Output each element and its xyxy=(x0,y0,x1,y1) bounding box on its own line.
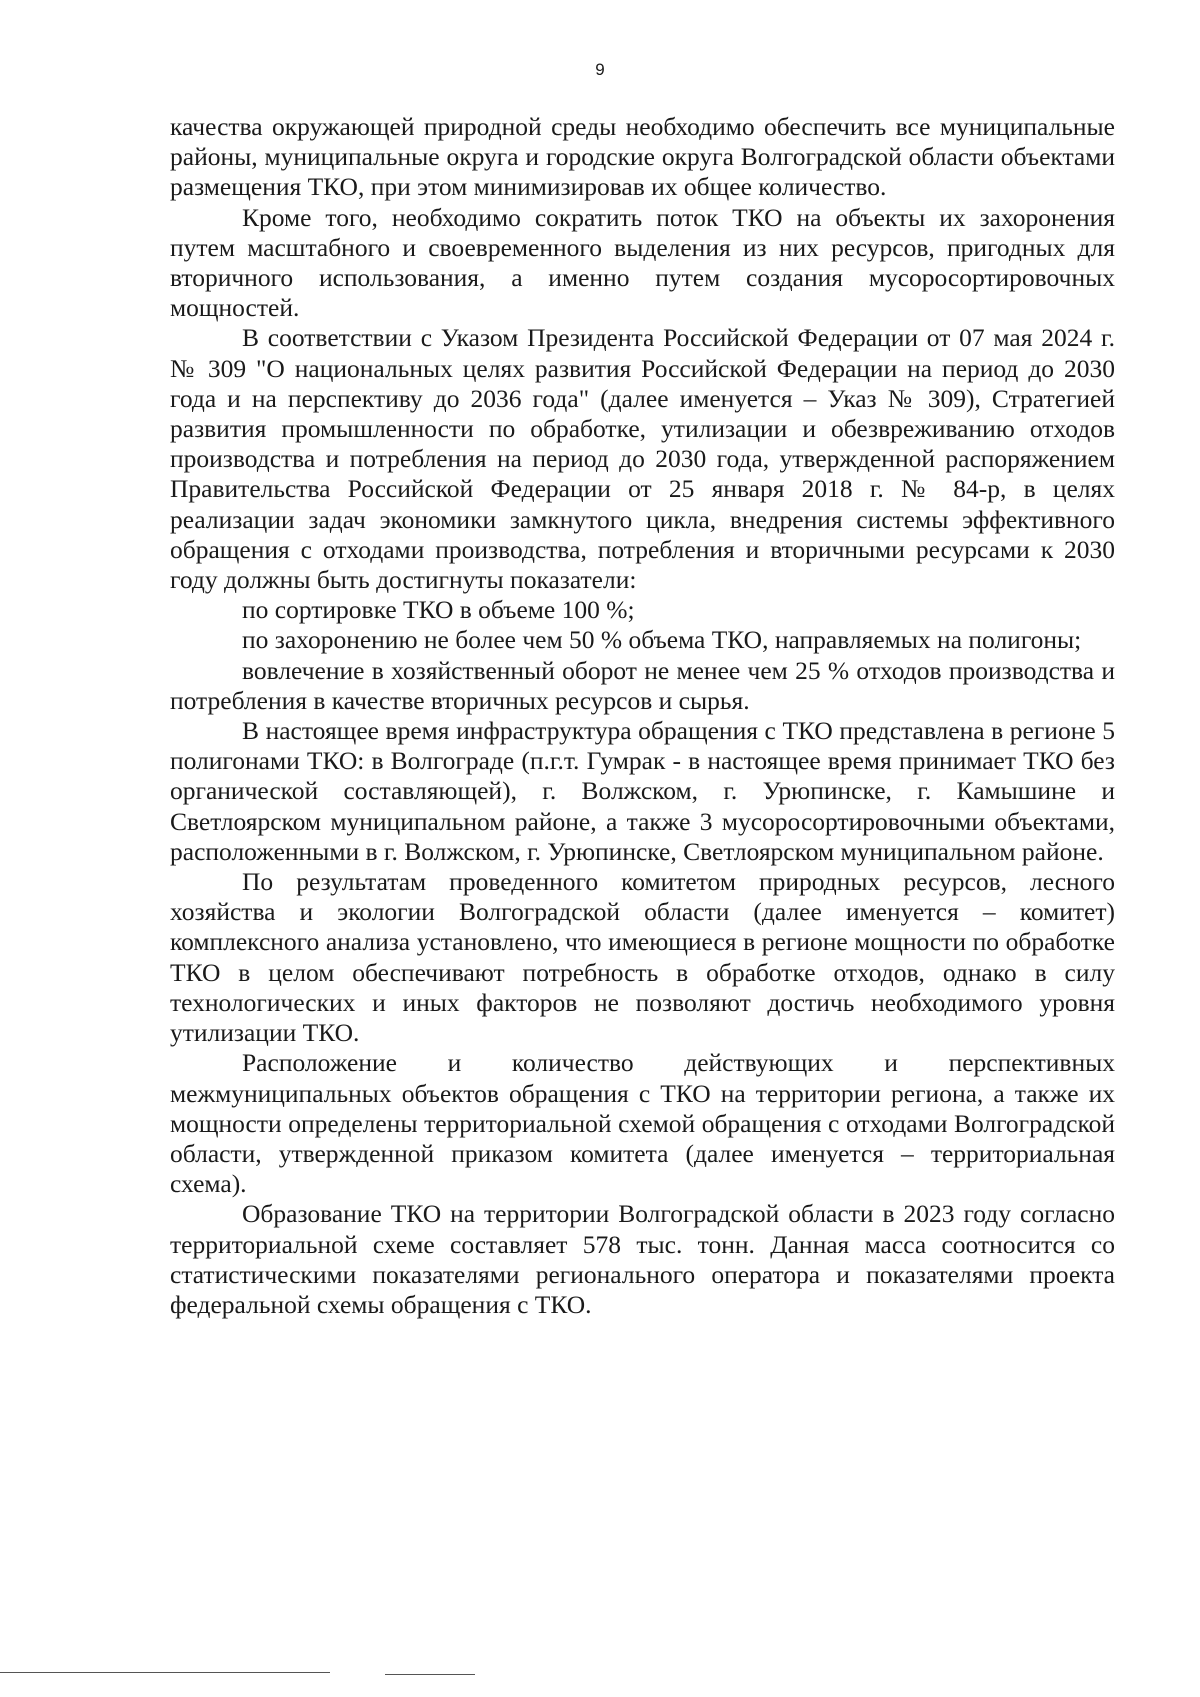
paragraph-reduce-flow: Кроме того, необходимо сократить поток ТКО на объекты их захоронения путем масштабного и своевременного выделения из них ресурсов, пригодных для вторичного использования, а именно путем создания мусоросортировочных мощностей. xyxy=(170,202,1115,323)
paragraph-waste-volume: Образование ТКО на территории Волгоградской области в 2023 году согласно территориальной схеме составляет 578 тыс. тонн. Данная масса соотносится со статистическими показателями регионального оператора и показателями проекта федеральной схемы обращения с ТКО. xyxy=(170,1199,1115,1319)
paragraph-decree: В соответствии с Указом Президента Российской Федерации от 07 мая 2024 г. № 309 "О национальных целях развития Российской Федерации на период до 2030 года и на перспективу до 2036 года" (далее именуется – Указ № 309), Стратегией развития промышленности по обработке, утилизации и обезвреживанию отходов производства и потребления на период до 2030 года, утвержденной распоряжением Правительства Российской Федерации от 25 января 2018 г. № 84-р, в целях реализации задач экономики замкнутого цикла, внедрения системы эффективного обращения с отходами производства, потребления и вторичными ресурсами к 2030 году должны быть достигнуты показатели: xyxy=(170,323,1115,595)
paragraph-infrastructure: В настоящее время инфраструктура обращения с ТКО представлена в регионе 5 полигонами ТКО: в Волгограде (п.г.т. Гумрак - в настоящее время принимает ТКО без органической составляющей), г. Волжском, г. Урюпинске, г. Камышине и Светлоярском муниципальном районе, а также 3 мусоросортировочными объектами, расположенными в г. Волжском, г. Урюпинске, Светлоярском муниципальном районе. xyxy=(170,716,1115,866)
paragraph-target-sorting: по сортировке ТКО в объеме 100 %; xyxy=(242,595,635,625)
page-number: 9 xyxy=(595,60,605,79)
paragraph-territorial-scheme: Расположение и количество действующих и перспективных межмуниципальных объектов обращения с ТКО на территории региона, а также их мощности определены территориальной схемой обращения с отходами Волгоградской области, утвержденной приказом комитета (далее именуется – территориальная схема). xyxy=(170,1048,1115,1199)
footer-rule-right xyxy=(385,1674,475,1675)
paragraph-analysis: По результатам проведенного комитетом природных ресурсов, лесного хозяйства и экологии Волгоградской области (далее именуется – комитет) комплексного анализа установлено, что имеющиеся в регионе мощности по обработке ТКО в целом обеспечивают потребность в обработке отходов, однако в силу технологических и иных факторов не позволяют достичь необходимого уровня утилизации ТКО. xyxy=(170,867,1115,1048)
footer-rule-left xyxy=(0,1672,330,1673)
paragraph-continuation: качества окружающей природной среды необходимо обеспечить все муниципальные районы, муниципальные округа и городские округа Волгоградской области объектами размещения ТКО, при этом минимизировав их общее количество. xyxy=(170,112,1115,202)
paragraph-target-landfill: по захоронению не более чем 50 % объема ТКО, направляемых на полигоны; xyxy=(242,625,1082,655)
document-body xyxy=(170,112,1115,1320)
paragraph-target-recycling: вовлечение в хозяйственный оборот не менее чем 25 % отходов производства и потребления в качестве вторичных ресурсов и сырья. xyxy=(170,655,1115,715)
